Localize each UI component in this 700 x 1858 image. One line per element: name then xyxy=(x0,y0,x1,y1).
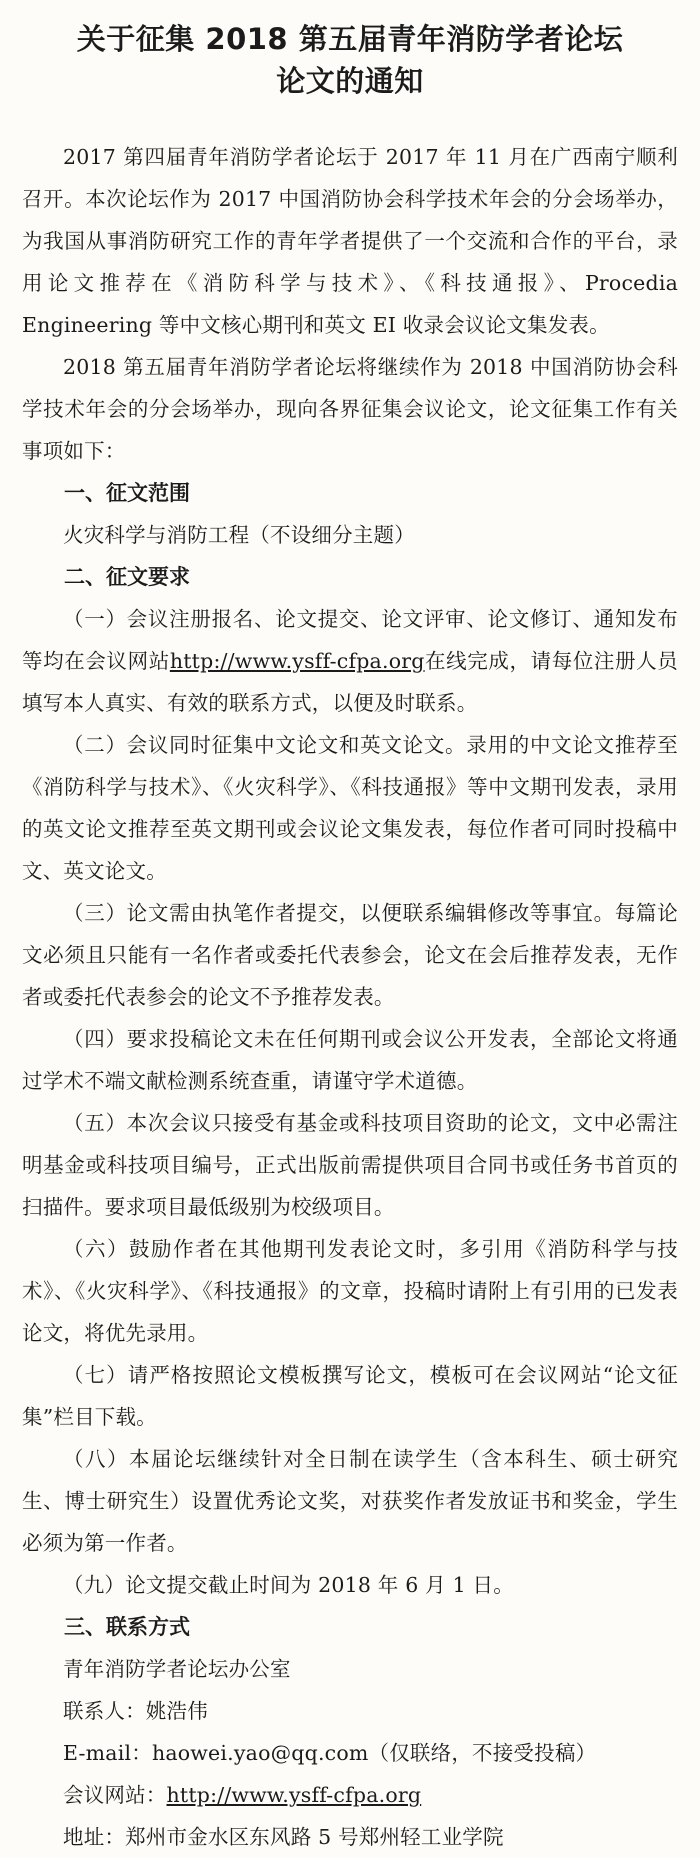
requirement-item-1-text-after: 在线完成，请每位注册人员填写本人真实、有效的联系方式，以便及时联系。 xyxy=(22,649,678,715)
requirement-item-6: （六）鼓励作者在其他期刊发表论文时，多引用《消防科学与技术》、《火灾科学》、《科技通报》的文章，投稿时请附上有引用的已发表论文，将优先录用。 xyxy=(22,1237,678,1345)
scope-text: 火灾科学与消防工程（不设细分主题） xyxy=(63,523,415,547)
requirement-item-2: （二）会议同时征集中文论文和英文论文。录用的中文论文推荐至《消防科学与技术》、《火灾科学》、《科技通报》等中文期刊发表，录用的英文论文推荐至英文期刊或会议论文集发表，每位作者可同时投稿中文、英文论文。 xyxy=(22,733,678,883)
contact-website xyxy=(22,1774,678,1816)
contact-email: E-mail：haowei.yao@qq.com（仅联络，不接受投稿） xyxy=(63,1741,597,1765)
requirement-item-7: （七）请严格按照论文模板撰写论文，模板可在会议网站“论文征集”栏目下载。 xyxy=(22,1363,678,1429)
requirement-item-8: （八）本届论坛继续针对全日制在读学生（含本科生、硕士研究生、博士研究生）设置优秀论文奖，对获奖作者发放证书和奖金，学生必须为第一作者。 xyxy=(22,1447,678,1555)
intro-paragraph-2: 2018 第五届青年消防学者论坛将继续作为 2018 中国消防协会科学技术年会的分会场举办，现向各界征集会议论文，论文征集工作有关事项如下： xyxy=(22,355,678,463)
contact-office: 青年消防学者论坛办公室 xyxy=(63,1657,291,1681)
requirement-item-5: （五）本次会议只接受有基金或科技项目资助的论文，文中必需注明基金或科技项目编号，正式出版前需提供项目合同书或任务书首页的扫描件。要求项目最低级别为校级项目。 xyxy=(22,1111,678,1219)
section-heading-contact: 三、联系方式 xyxy=(64,1615,190,1639)
title-line-2: 论文的通知 xyxy=(276,64,424,98)
requirement-item-4: （四）要求投稿论文未在任何期刊或会议公开发表，全部论文将通过学术不端文献检测系统查重，请谨守学术道德。 xyxy=(22,1027,678,1093)
page-title xyxy=(22,18,678,102)
requirement-item-1 xyxy=(22,598,678,724)
contact-address: 地址：郑州市金水区东风路 5 号郑州轻工业学院 xyxy=(63,1825,504,1849)
requirement-item-1-text-before: （一）会议注册报名、论文提交、论文评审、论文修订、通知发布等均在会议网站 xyxy=(22,607,678,673)
intro-paragraph-1: 2017 第四届青年消防学者论坛于 2017 年 11 月在广西南宁顺利召开。本次论坛作为 2017 中国消防协会科学技术年会的分会场举办，为我国从事消防研究工作的青年学者提供了一个交流和合作的平台，录用论文推荐在《消防科学与技术》、《科技通报》、Procedia Engineering 等中文核心期刊和英文 EI 收录会议论文集发表。 xyxy=(22,145,678,337)
contact-person: 联系人：姚浩伟 xyxy=(63,1699,208,1723)
website-link-inline[interactable]: http://www.ysff-cfpa.org xyxy=(169,649,425,673)
title-line-1: 关于征集 2018 第五届青年消防学者论坛 xyxy=(76,22,624,56)
website-link[interactable]: http://www.ysff-cfpa.org xyxy=(166,1783,422,1807)
requirement-item-9: （九）论文提交截止时间为 2018 年 6 月 1 日。 xyxy=(63,1573,514,1597)
requirement-item-3: （三）论文需由执笔作者提交，以便联系编辑修改等事宜。每篇论文必须且只能有一名作者或委托代表参会，论文在会后推荐发表，无作者或委托代表参会的论文不予推荐发表。 xyxy=(22,901,678,1009)
website-label: 会议网站： xyxy=(63,1783,167,1807)
section-heading-scope: 一、征文范围 xyxy=(64,481,190,505)
section-heading-requirements: 二、征文要求 xyxy=(64,565,190,589)
